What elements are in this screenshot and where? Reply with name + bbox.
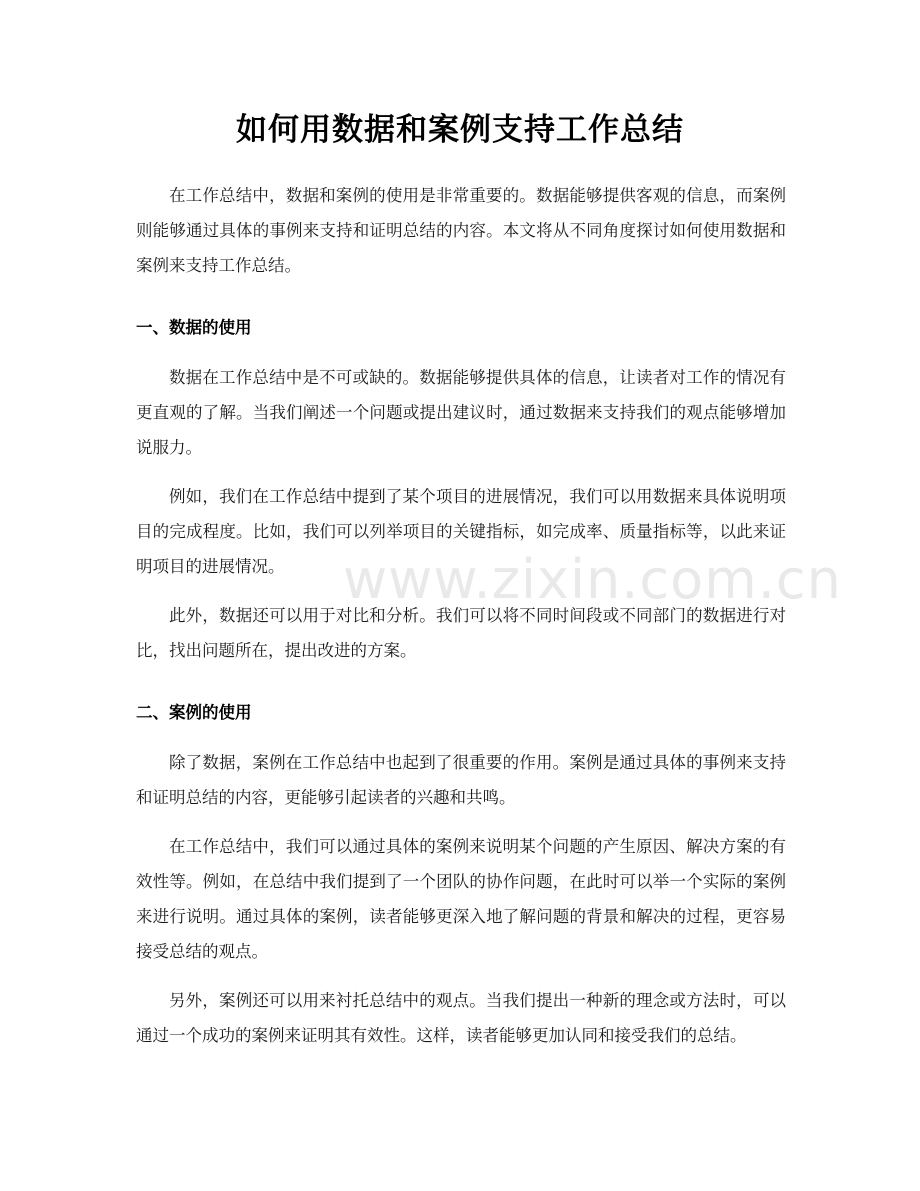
body-paragraph: 除了数据，案例在工作总结中也起到了很重要的作用。案例是通过具体的事例来支持和证明总结的内容，更能够引起读者的兴趣和共鸣。	[136, 753, 786, 807]
body-paragraph: 例如，我们在工作总结中提到了某个项目的进展情况，我们可以用数据来具体说明项目的完成程度。比如，我们可以列举项目的关键指标，如完成率、质量指标等，以此来证明项目的进展情况。	[136, 487, 786, 576]
intro-paragraph: 在工作总结中，数据和案例的使用是非常重要的。数据能够提供客观的信息，而案例则能够通过具体的事例来支持和证明总结的内容。本文将从不同角度探讨如何使用数据和案例来支持工作总结。	[136, 186, 786, 275]
page-title: 如何用数据和案例支持工作总结	[236, 112, 684, 148]
body-paragraph: 在工作总结中，我们可以通过具体的案例来说明某个问题的产生原因、解决方案的有效性等。例如，在总结中我们提到了一个团队的协作问题，在此时可以举一个实际的案例来进行说明。通过具体的案例，读者能够更深入地了解问题的背景和解决的过程，更容易接受总结的观点。	[136, 837, 786, 961]
section-heading-data-usage: 一、数据的使用	[136, 318, 252, 337]
watermark: www.zixin.com.cn	[343, 548, 842, 611]
document-body	[136, 178, 786, 1053]
section-heading-case-usage: 二、案例的使用	[136, 703, 252, 722]
body-paragraph: 数据在工作总结中是不可或缺的。数据能够提供具体的信息，让读者对工作的情况有更直观的了解。当我们阐述一个问题或提出建议时，通过数据来支持我们的观点能够增加说服力。	[136, 368, 786, 457]
body-paragraph: 此外，数据还可以用于对比和分析。我们可以将不同时间段或不同部门的数据进行对比，找出问题所在，提出改进的方案。	[136, 606, 786, 660]
body-paragraph: 另外，案例还可以用来衬托总结中的观点。当我们提出一种新的理念或方法时，可以通过一个成功的案例来证明其有效性。这样，读者能够更加认同和接受我们的总结。	[136, 991, 786, 1045]
